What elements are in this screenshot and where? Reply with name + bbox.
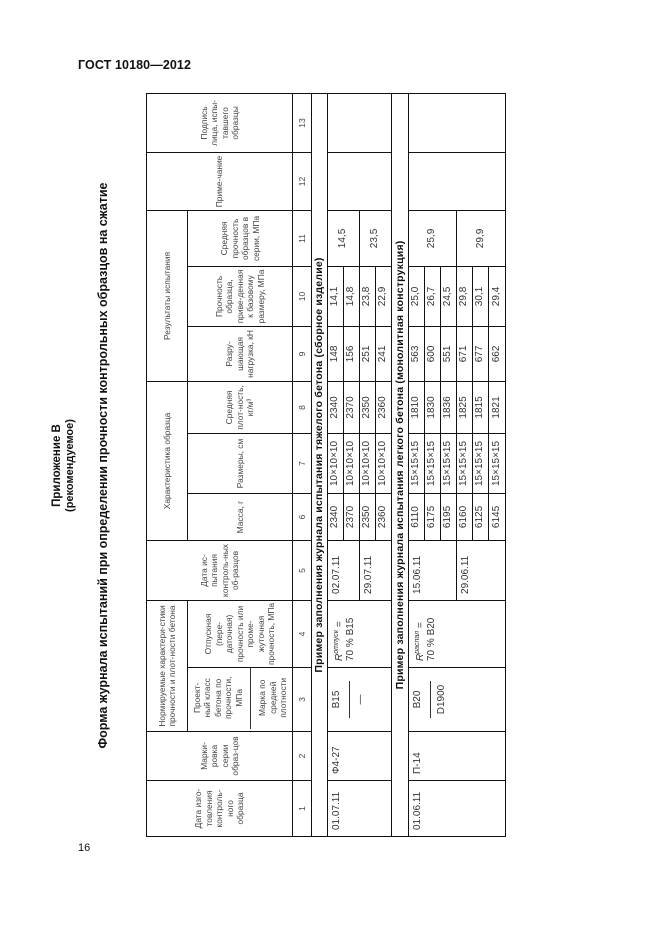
col-number: 4 <box>293 600 312 667</box>
avg-strength: 29,9 <box>457 210 506 266</box>
mass: 6175 <box>425 493 441 540</box>
density: 1821 <box>489 381 506 433</box>
strength-eq: = <box>334 621 345 630</box>
col3-header-fraction <box>192 668 289 730</box>
size: 15×15×15 <box>489 433 506 493</box>
size: 15×15×15 <box>425 433 441 493</box>
avg-strength: 23,5 <box>360 210 392 266</box>
section-title-heavy: Пример заполнения журнала испытания тяжелого бетона (сборное изделие) <box>312 93 328 836</box>
size: 10×10×10 <box>328 433 344 493</box>
load: 671 <box>457 326 473 381</box>
col-number: 8 <box>293 381 312 433</box>
series-mark: П-14 <box>409 732 506 781</box>
col-number: 11 <box>293 210 312 266</box>
strength: 24,5 <box>441 266 457 326</box>
size: 15×15×15 <box>409 433 425 493</box>
class-fraction-cell <box>328 668 392 732</box>
col5-header: Дата ис-пытания контроль-ных об-разцов <box>147 540 293 600</box>
size: 10×10×10 <box>344 433 360 493</box>
col-number: 9 <box>293 326 312 381</box>
col2-header: Марки-ровка серии образ-цов <box>147 732 293 781</box>
strength: 14,8 <box>344 266 360 326</box>
strength-eq: = <box>415 622 426 631</box>
strength: 29,4 <box>489 266 506 326</box>
strength-value: 70 % B20 <box>425 617 437 661</box>
group-specimen-header: Характеристика образца <box>147 381 188 540</box>
group-normative-header: Нормируемые характери-стики прочности и плот-ности бетона <box>147 600 188 731</box>
density: 1836 <box>441 381 457 433</box>
class-top: B20 <box>413 681 431 719</box>
series-mark: Ф4-27 <box>328 732 392 781</box>
page-number: 16 <box>78 842 91 854</box>
col11-header: Средняя прочность образцов в серии, МПа <box>188 210 293 266</box>
col3-header <box>188 668 293 732</box>
mass: 2350 <box>360 493 376 540</box>
class-fraction <box>332 681 366 719</box>
col-number: 1 <box>293 781 312 837</box>
mass: 6110 <box>409 493 425 540</box>
mass: 6160 <box>457 493 473 540</box>
test-date: 29.07.11 <box>360 540 392 600</box>
class-bottom: D1900 <box>435 684 447 715</box>
appendix-title: Приложение В <box>51 424 63 507</box>
col4-header: Отпускная (пере-даточная) прочность или проме-жуточная прочность, МПа <box>188 600 293 667</box>
mass: 6195 <box>441 493 457 540</box>
mass: 2360 <box>376 493 392 540</box>
density: 2360 <box>376 381 392 433</box>
class-fraction <box>413 681 447 719</box>
strength-sup: отпуск <box>333 629 340 654</box>
strength-sup: распал <box>414 630 421 654</box>
strength-symbol: R <box>415 653 426 661</box>
col3-header-bottom: Марка по средней плотности <box>257 677 288 718</box>
col8-header: Средняя плот-ность, кг/м³ <box>188 381 293 433</box>
date-made: 01.06.11 <box>409 781 506 837</box>
header-group-row <box>147 93 188 836</box>
section-title-row <box>392 93 409 836</box>
size: 15×15×15 <box>441 433 457 493</box>
signature <box>328 93 392 152</box>
load: 563 <box>409 326 425 381</box>
size: 10×10×10 <box>376 433 392 493</box>
strength: 22,9 <box>376 266 392 326</box>
strength-value: 70 % B15 <box>344 617 356 661</box>
load: 662 <box>489 326 506 381</box>
col9-header: Разру-шающая нагрузка, кН <box>188 326 293 381</box>
col-number: 7 <box>293 433 312 493</box>
class-fraction-cell <box>409 668 506 732</box>
col-number: 3 <box>293 668 312 732</box>
group-results-header: Результаты испытания <box>147 210 188 381</box>
density: 1825 <box>457 381 473 433</box>
column-numbers-row <box>293 93 312 836</box>
col7-header: Размеры, см <box>188 433 293 493</box>
form-title: Форма журнала испытаний при определении прочности контрольных образцов на сжатие <box>96 182 110 749</box>
col10-header: Прочность образца, приве-денная к базовому размеру, МПа <box>188 266 293 326</box>
strength: 14,1 <box>328 266 344 326</box>
mass: 2370 <box>344 493 360 540</box>
load: 251 <box>360 326 376 381</box>
appendix-titles <box>50 94 111 837</box>
col-number: 6 <box>293 493 312 540</box>
test-date: 29.06.11 <box>457 540 506 600</box>
col12-header: Приме-чание <box>147 152 293 210</box>
col6-header: Масса, г <box>188 493 293 540</box>
rotated-appendix <box>50 94 510 837</box>
note <box>328 152 392 210</box>
density: 2370 <box>344 381 360 433</box>
note <box>409 152 506 210</box>
density: 1830 <box>425 381 441 433</box>
load: 148 <box>328 326 344 381</box>
size: 15×15×15 <box>457 433 473 493</box>
strength: 25,0 <box>409 266 425 326</box>
class-bottom: — <box>354 694 366 705</box>
load: 551 <box>441 326 457 381</box>
col-number: 10 <box>293 266 312 326</box>
strength: 29,8 <box>457 266 473 326</box>
strength: 23,8 <box>360 266 376 326</box>
col-number: 5 <box>293 540 312 600</box>
mass: 2340 <box>328 493 344 540</box>
density: 2350 <box>360 381 376 433</box>
avg-strength: 14,5 <box>328 210 360 266</box>
mass: 6145 <box>489 493 506 540</box>
load: 156 <box>344 326 360 381</box>
avg-strength: 25,9 <box>409 210 457 266</box>
density: 1815 <box>473 381 489 433</box>
class-top: B15 <box>332 681 350 719</box>
section-title-light: Пример заполнения журнала испытания легкого бетона (монолитная конструкция) <box>392 93 409 836</box>
col3-header-top: Проект-ный класс бетона по прочности, МПа <box>192 668 252 730</box>
table-row <box>409 93 425 836</box>
density: 2340 <box>328 381 344 433</box>
col1-header: Дата изго-товления контроль-ного образца <box>147 781 293 837</box>
mass: 6125 <box>473 493 489 540</box>
load: 241 <box>376 326 392 381</box>
date-made: 01.07.11 <box>328 781 392 837</box>
size: 15×15×15 <box>473 433 489 493</box>
document-code: ГОСТ 10180—2012 <box>78 58 192 72</box>
load: 600 <box>425 326 441 381</box>
table-row <box>328 93 344 836</box>
col13-header: Подпись лица, испы-тавшего образцы <box>147 93 293 152</box>
strength: 30,1 <box>473 266 489 326</box>
test-journal-table <box>146 93 506 837</box>
test-date: 15.06.11 <box>409 540 457 600</box>
density: 1810 <box>409 381 425 433</box>
release-strength <box>328 600 392 667</box>
section-title-row <box>312 93 328 836</box>
col-number: 2 <box>293 732 312 781</box>
strength-symbol: R <box>334 653 345 661</box>
strength: 26,7 <box>425 266 441 326</box>
load: 677 <box>473 326 489 381</box>
test-date: 02.07.11 <box>328 540 360 600</box>
signature <box>409 93 506 152</box>
col-number: 13 <box>293 93 312 152</box>
col-number: 12 <box>293 152 312 210</box>
release-strength <box>409 600 506 667</box>
appendix-subtitle: (рекомендуемое) <box>64 419 76 512</box>
size: 10×10×10 <box>360 433 376 493</box>
